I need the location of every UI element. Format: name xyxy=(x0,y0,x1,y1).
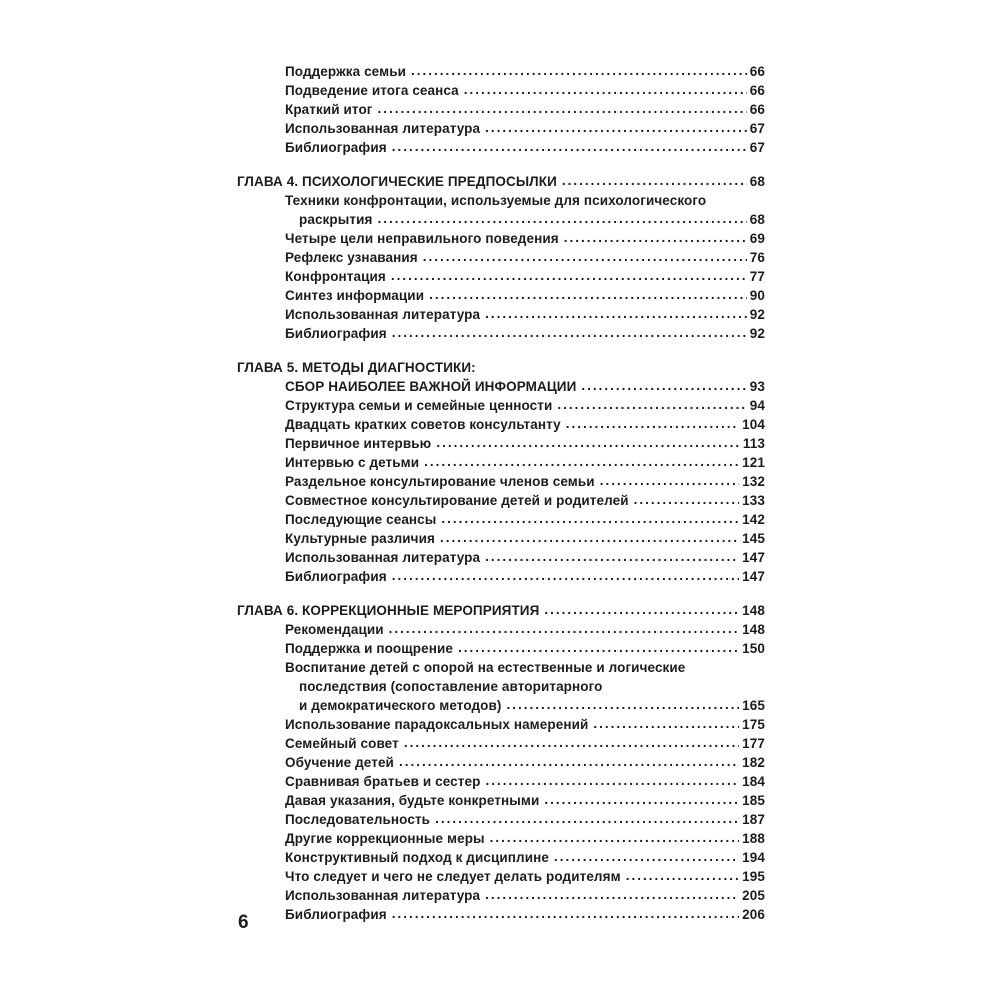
toc-entry-row xyxy=(237,905,765,924)
toc-entry-row xyxy=(237,639,765,658)
toc-entry-title: Библиография xyxy=(285,326,387,341)
toc-entry-page-number: 177 xyxy=(742,736,765,751)
toc-entry-title: СБОР НАИБОЛЕЕ ВАЖНОЙ ИНФОРМАЦИИ xyxy=(285,379,577,394)
toc-entry-row xyxy=(237,829,765,848)
toc-entry-row xyxy=(237,715,765,734)
dot-leader xyxy=(544,601,739,620)
toc-entry-row xyxy=(237,658,765,677)
toc-entry-page-number: 145 xyxy=(742,531,765,546)
dot-leader xyxy=(562,172,747,191)
toc-chapter-row xyxy=(237,172,765,191)
toc-entry-title: Техники конфронтации, используемые для психологического xyxy=(285,193,707,208)
dot-leader xyxy=(435,810,739,829)
toc-entry-title: Структура семьи и семейные ценности xyxy=(285,398,553,413)
dot-leader xyxy=(378,100,747,119)
dot-leader xyxy=(554,848,739,867)
toc-entry-page-number: 67 xyxy=(749,121,765,136)
dot-leader xyxy=(593,715,739,734)
toc-entry-page-number: 185 xyxy=(742,793,765,808)
toc-entry-page-number: 66 xyxy=(749,83,765,98)
toc-entry-row xyxy=(237,491,765,510)
toc-entry-row xyxy=(237,529,765,548)
dot-leader xyxy=(566,415,739,434)
toc-entry-page-number: 182 xyxy=(742,755,765,770)
toc-entry-row xyxy=(237,734,765,753)
toc-entry-row xyxy=(237,510,765,529)
toc-entry-page-number: 93 xyxy=(749,379,765,394)
toc-entry-title: Библиография xyxy=(285,140,387,155)
page-number: 6 xyxy=(238,912,249,933)
toc-section xyxy=(237,62,765,157)
toc-entry-page-number: 150 xyxy=(742,641,765,656)
toc-section xyxy=(237,172,765,343)
toc-entry-title: и демократического методов) xyxy=(299,698,502,713)
toc-entry-title: Воспитание детей с опорой на естественные и логические xyxy=(285,660,686,675)
toc-entry-title: Библиография xyxy=(285,569,387,584)
toc-entry-row xyxy=(237,377,765,396)
toc-entry-title: Двадцать кратких советов консультанту xyxy=(285,417,561,432)
toc-entry-page-number: 148 xyxy=(742,622,765,637)
dot-leader xyxy=(507,696,740,715)
toc-entry-row xyxy=(237,210,765,229)
toc-entry-title: Использованная литература xyxy=(285,121,481,136)
toc-entry-title: Четыре цели неправильного поведения xyxy=(285,231,559,246)
toc-entry-page-number: 187 xyxy=(742,812,765,827)
toc-entry-title: Подведение итога сеанса xyxy=(285,83,459,98)
dot-leader xyxy=(458,639,739,658)
toc-entry-page-number: 66 xyxy=(749,64,765,79)
dot-leader xyxy=(485,772,739,791)
toc-entry-row xyxy=(237,305,765,324)
toc-entry-page-number: 175 xyxy=(742,717,765,732)
toc-entry-row xyxy=(237,567,765,586)
toc-entry-title: Что следует и чего не следует делать родителям xyxy=(285,869,621,884)
toc-entry-row xyxy=(237,886,765,905)
toc-entry-title: Рефлекс узнавания xyxy=(285,250,418,265)
toc-entry-title: Поддержка и поощрение xyxy=(285,641,453,656)
dot-leader xyxy=(436,434,740,453)
toc-entry-row xyxy=(237,267,765,286)
toc-entry-title: Последовательность xyxy=(285,812,431,827)
toc-entry-title: Давая указания, будьте конкретными xyxy=(285,793,540,808)
toc-entry-row xyxy=(237,867,765,886)
toc-entry-title: Конфронтация xyxy=(285,269,386,284)
toc-entry-title: Использование парадоксальных намерений xyxy=(285,717,589,732)
dot-leader xyxy=(490,829,740,848)
toc-entry-page-number: 147 xyxy=(742,569,765,584)
toc-section xyxy=(237,358,765,586)
dot-leader xyxy=(392,567,739,586)
dot-leader xyxy=(485,119,747,138)
toc-entry-page-number: 195 xyxy=(742,869,765,884)
toc-entry-row xyxy=(237,62,765,81)
toc-entry-row xyxy=(237,620,765,639)
toc-entry-title: Обучение детей xyxy=(285,755,394,770)
dot-leader xyxy=(423,248,747,267)
toc-entry-page-number: 92 xyxy=(749,326,765,341)
dot-leader xyxy=(485,886,739,905)
toc-entry-page-number: 165 xyxy=(742,698,765,713)
dot-leader xyxy=(392,905,739,924)
toc-entry-row xyxy=(237,810,765,829)
toc-entry-row xyxy=(237,396,765,415)
toc-entry-page-number: 68 xyxy=(749,174,765,189)
toc-entry-title: Синтез информации xyxy=(285,288,425,303)
toc-entry-title: Поддержка семьи xyxy=(285,64,406,79)
toc-entry-page-number: 66 xyxy=(749,102,765,117)
dot-leader xyxy=(424,453,739,472)
dot-leader xyxy=(392,324,747,343)
toc-entry-row xyxy=(237,324,765,343)
toc-entry-title: последствия (сопоставление авторитарного xyxy=(299,679,603,694)
toc-entry-page-number: 132 xyxy=(742,474,765,489)
toc-entry-row xyxy=(237,138,765,157)
toc-entry-row xyxy=(237,119,765,138)
toc-entry-title: Семейный совет xyxy=(285,736,399,751)
toc-chapter-row xyxy=(237,601,765,620)
toc-entry-page-number: 113 xyxy=(742,436,765,451)
toc-entry-row xyxy=(237,415,765,434)
toc-entry-title: Рекомендации xyxy=(285,622,384,637)
dot-leader xyxy=(429,286,747,305)
dot-leader xyxy=(377,210,746,229)
toc-entry-page-number: 148 xyxy=(742,603,765,618)
toc-entry-title: Совместное консультирование детей и родителей xyxy=(285,493,629,508)
dot-leader xyxy=(391,267,747,286)
toc-entry-page-number: 67 xyxy=(749,140,765,155)
toc-entry-row xyxy=(237,453,765,472)
toc-entry-title: раскрытия xyxy=(299,212,373,227)
toc-entry-row xyxy=(237,791,765,810)
toc-section xyxy=(237,601,765,924)
toc-entry-title: Первичное интервью xyxy=(285,436,432,451)
toc-entry-page-number: 68 xyxy=(749,212,765,227)
toc-entry-page-number: 69 xyxy=(749,231,765,246)
toc-entry-page-number: 77 xyxy=(749,269,765,284)
dot-leader xyxy=(600,472,739,491)
dot-leader xyxy=(411,62,747,81)
toc-entry-title: Использованная литература xyxy=(285,307,481,322)
toc-entry-page-number: 188 xyxy=(742,831,765,846)
toc-entry-page-number: 194 xyxy=(742,850,765,865)
toc-entry-title: ГЛАВА 4. ПСИХОЛОГИЧЕСКИЕ ПРЕДПОСЫЛКИ xyxy=(237,174,557,189)
toc-entry-row xyxy=(237,229,765,248)
toc-entry-title: Культурные различия xyxy=(285,531,435,546)
toc-entry-row xyxy=(237,81,765,100)
toc-entry-page-number: 206 xyxy=(742,907,765,922)
toc-entry-row xyxy=(237,191,765,210)
toc-entry-title: ГЛАВА 6. КОРРЕКЦИОННЫЕ МЕРОПРИЯТИЯ xyxy=(237,603,540,618)
toc-entry-row xyxy=(237,848,765,867)
dot-leader xyxy=(441,510,739,529)
toc-entry-row xyxy=(237,248,765,267)
toc-entry-row xyxy=(237,472,765,491)
toc-list xyxy=(237,62,765,924)
toc-entry-page-number: 92 xyxy=(749,307,765,322)
dot-leader xyxy=(464,81,747,100)
toc-entry-title: Использованная литература xyxy=(285,550,481,565)
toc-entry-row xyxy=(237,286,765,305)
toc-entry-title: ГЛАВА 5. МЕТОДЫ ДИАГНОСТИКИ: xyxy=(237,360,476,375)
toc-entry-page-number: 147 xyxy=(742,550,765,565)
toc-entry-row xyxy=(237,696,765,715)
toc-entry-row xyxy=(237,434,765,453)
toc-entry-title: Раздельное консультирование членов семьи xyxy=(285,474,595,489)
toc-entry-page-number: 184 xyxy=(742,774,765,789)
toc-entry-title: Краткий итог xyxy=(285,102,373,117)
toc-entry-page-number: 104 xyxy=(742,417,765,432)
dot-leader xyxy=(557,396,746,415)
toc-entry-title: Библиография xyxy=(285,907,387,922)
toc-entry-page-number: 205 xyxy=(742,888,765,903)
dot-leader xyxy=(399,753,739,772)
toc-entry-title: Другие коррекционные меры xyxy=(285,831,485,846)
toc-entry-page-number: 142 xyxy=(742,512,765,527)
dot-leader xyxy=(440,529,739,548)
toc-entry-row xyxy=(237,548,765,567)
toc-entry-page-number: 76 xyxy=(749,250,765,265)
toc-entry-title: Конструктивный подход к дисциплине xyxy=(285,850,549,865)
toc-entry-page-number: 133 xyxy=(742,493,765,508)
dot-leader xyxy=(485,305,747,324)
dot-leader xyxy=(581,377,746,396)
dot-leader xyxy=(485,548,739,567)
toc-chapter-row xyxy=(237,358,765,377)
toc-entry-page-number: 121 xyxy=(742,455,765,470)
dot-leader xyxy=(544,791,739,810)
dot-leader xyxy=(392,138,747,157)
toc-entry-title: Интервью с детьми xyxy=(285,455,420,470)
dot-leader xyxy=(404,734,739,753)
toc-entry-row xyxy=(237,753,765,772)
dot-leader xyxy=(634,491,740,510)
dot-leader xyxy=(626,867,739,886)
toc-entry-title: Последующие сеансы xyxy=(285,512,437,527)
toc-entry-title: Использованная литература xyxy=(285,888,481,903)
dot-leader xyxy=(564,229,747,248)
toc-entry-page-number: 94 xyxy=(749,398,765,413)
toc-entry-row xyxy=(237,677,765,696)
toc-entry-row xyxy=(237,772,765,791)
toc-entry-page-number: 90 xyxy=(749,288,765,303)
toc-entry-title: Сравнивая братьев и сестер xyxy=(285,774,481,789)
dot-leader xyxy=(389,620,740,639)
toc-entry-row xyxy=(237,100,765,119)
